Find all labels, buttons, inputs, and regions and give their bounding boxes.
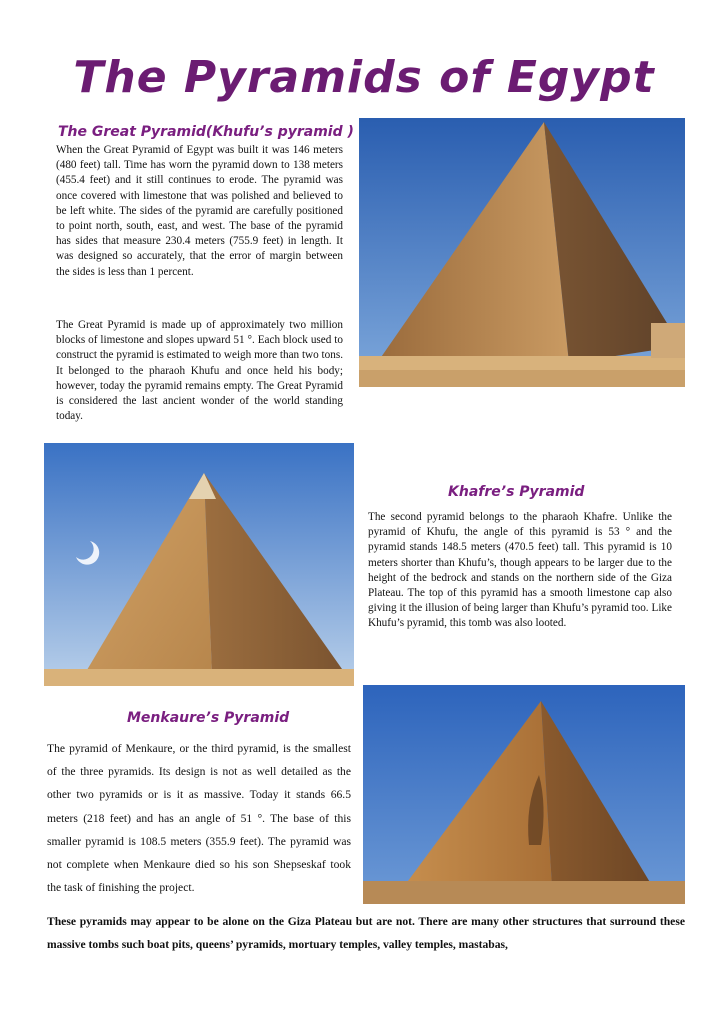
khafre-paragraph: The second pyramid belongs to the pharaoh Khafre. Unlike the pyramid of Khufu, the angle of this pyramid is 53 ° and the pyramid stands 148.5 meters (470.5 feet) tall. This pyramid is 10 meters shorter than Khufu’s, though appears to be larger due to the height of the bedrock and stands on the northern side of the Giza Plateau. The top of this pyramid has a smooth limestone cap also giving it the illusion of being larger than Khufu’s pyramid too. Like Khufu’s pyramid, this tomb was also looted. [368, 511, 672, 630]
khufu-paragraph-1: When the Great Pyramid of Egypt was built it was 146 meters (480 feet) tall. Time has worn the pyramid down to 138 meters (455.4 feet) and it still continues to erode. The pyramid was once covered with limestone that was polished and believed to be left white. The sides of the pyramid are carefully positioned to point north, south, east, and west. The base of the pyramid has sides that measure 230.4 meters (755.9 feet) in length. It was designed so accurately, that the error of margin between the sides is less than 1 percent. [56, 144, 343, 278]
menkaure-paragraph: The pyramid of Menkaure, or the third pyramid, is the smallest of the three pyramids. Its design is not as well detailed as the other two pyramids or is it as massive. Today it stands 66.5 meters (218 feet) and has an angle of 51 °. The base of this smaller pyramid is 108.5 meters (355.9 feet). The pyramid was not complete when Menkaure died so his son Shepseskaf took the task of finishing the project. [47, 742, 351, 895]
closing-paragraph: These pyramids may appear to be alone on the Giza Plateau but are not. There are many other structures that surround these massive tombs such boat pits, queens’ pyramids, mortuary temples, valley temples, mastabas, [47, 915, 685, 951]
khafre-pyramid-photo [44, 443, 354, 686]
menkaure-pyramid-photo [363, 685, 685, 904]
page-title: The Pyramids of Egypt [73, 52, 655, 103]
khufu-heading: The Great Pyramid(Khufu’s pyramid ) [58, 124, 354, 140]
khafre-heading: Khafre’s Pyramid [448, 484, 585, 500]
khufu-pyramid-photo [359, 118, 685, 387]
khufu-paragraph-2: The Great Pyramid is made up of approximately two million blocks of limestone and slopes upward 51 °. Each block used to construct the pyramid is estimated to weigh more than two tons. It belonged to the pharaoh Khufu and once held his body; however, today the pyramid remains empty. The Great Pyramid is considered the last ancient wonder of the world standing today. [56, 319, 343, 423]
menkaure-heading: Menkaure’s Pyramid [127, 710, 290, 726]
